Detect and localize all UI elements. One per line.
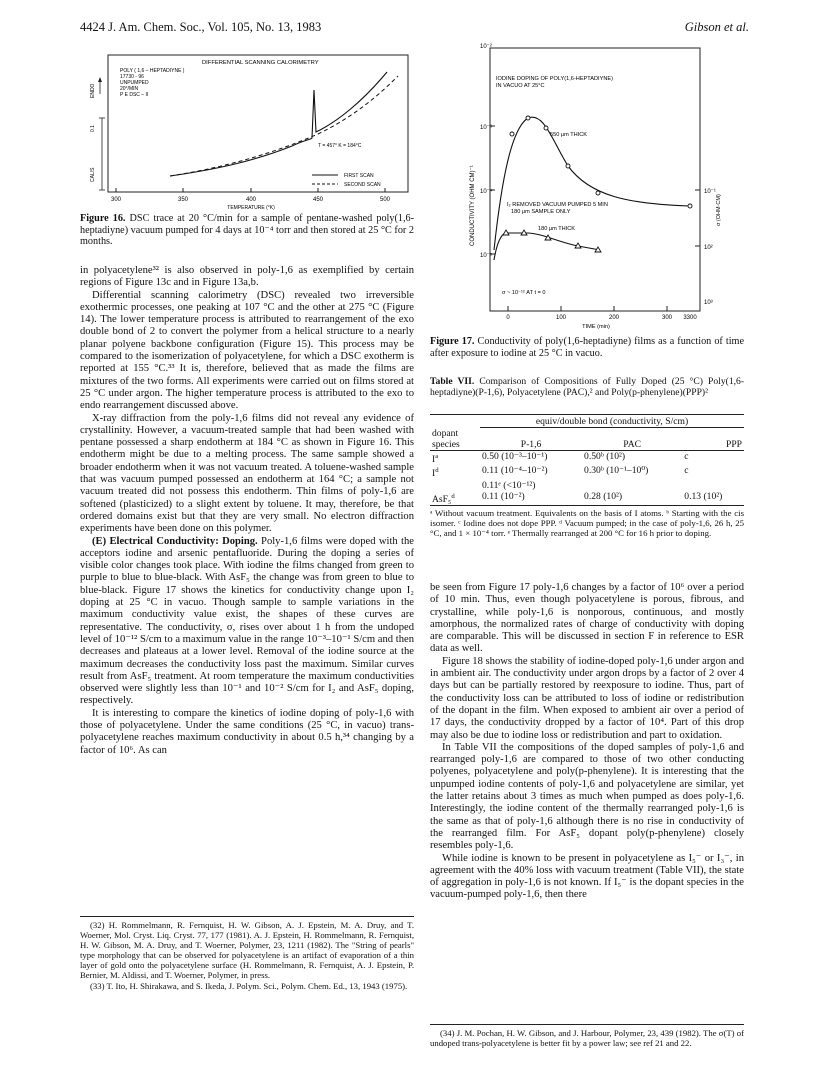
table7-cell: 0.50ᵇ (10²) [584,451,626,463]
fig17-y2tick-1: 10⁻¹ [704,189,716,195]
fig17-ytick-4: 10⁻⁵ [480,253,493,259]
table7-cell: I [432,468,436,480]
fig17-xtick-100: 100 [555,315,567,321]
fig16-sample-5: P E DSC – II [120,92,149,98]
table7-head-dopant: dopant [432,427,459,439]
table7-cell: 0.28 (10²) [584,490,623,502]
fig17-xtick-3300: 3300 [683,315,697,321]
fig16-sample-1: POLY ( 1,6 – HEPTADIYNE ) [120,68,185,74]
running-header-right: Gibson et al. [684,20,749,34]
table7-cell: 0.50 (10⁻³–10⁻¹) [482,451,548,463]
table7-cell: I [432,454,436,466]
fig16-scale-label: 0.1 [90,125,96,132]
fig17-ytick-2: 10⁻³ [480,125,492,131]
left-footnote-rule [80,916,414,917]
table7-head-ppp: PPP [725,438,742,450]
section-heading-electrical: (E) Electrical Conductivity: Doping. [92,535,258,547]
left-para-0: in polyacetylene³² is also observed in poly-1,6 as exemplified by certain regions of Figure 13c and in Figure 13a,b. [80,265,414,289]
running-header-left: 4424 J. Am. Chem. Soc., Vol. 105, No. 13, 1983 [80,20,322,34]
figure-16-caption [80,213,414,248]
fig16-peak-label: T = 457° K = 184°C [318,143,362,149]
fig16-unit-label: CAL/S [90,167,96,182]
fig17-label-removed-1: I₂ REMOVED VACUUM PUMPED 5 MIN [507,202,608,208]
figure-17-caption [430,336,744,359]
fig16-legend-second: SECOND SCAN [344,182,381,188]
right-para-1: Figure 18 shows the stability of iodine-doped poly-1,6 under argon and in ambient air. The conductivity under argon drops by a factor of 2 over 4 days but can be partially restored by reexposure to iodine. Thus, part of the conductivity loss can be attributed to loss of iodine or redistribution of the dopant in the film. When exposed to ambient air over a period of 17 days, the conductivity dropped by a factor of 10⁴. Part of this drop may also be due to iodine loss or redistribution and part to oxidation. [430,655,744,741]
fig17-y2label: σ (OHM·CM) [716,194,722,226]
fig16-second-scan-curve [170,76,398,176]
fig16-xtick-350: 350 [177,197,189,203]
fig17-xtick-300: 300 [661,315,673,321]
table7-cell-sup: d [451,492,455,500]
fig17-label-removed-2: 180 μm SAMPLE ONLY [511,209,571,215]
table7-title-text: Comparison of Compositions of Fully Doped (25 °C) Poly(1,6-heptadiyne)(P-1,6), Polyacetylene (PAC),² and Poly(p-phenylene)(PPP)² [430,376,745,398]
fig16-caption-text: DSC trace at 20 °C/min for a sample of pentane-washed poly(1,6-heptadiyne) vacuum pumped for 4 days at 10⁻⁴ torr and then stored at 25 °C for 2 months. [80,213,414,248]
table7-head-top: equiv/double bond (conductivity, S/cm) [480,416,744,428]
fig17-550um-curve [494,117,690,250]
fig17-label-180: 180 μm THICK [538,226,576,232]
fig17-caption-label: Figure 17. [430,336,475,347]
table7-cell-sup: a [435,453,439,461]
right-footnote-rule [430,1024,744,1025]
right-para-2: In Table VII the compositions of the doped samples of poly-1,6 and rearranged poly-1,6 are compared to those of two other conducting polyenes, polyacetylene and poly(p-phenylene). It is interesting that the unpumped iodine contents of poly-1,6 and polyacetylene are similar, yet the latter retains about 3 times as much when pumped as does poly-1,6. Interestingly, the iodine content of the thermally rearranged poly-1,6 is the same as that of poly-1,6 although there is no rise in conductivity of the rearranged film. For AsF₅ dopant poly(p-phenylene) closely resembles poly-1,6. [430,741,744,852]
fig17-ytick-1: 10⁻² [480,44,492,50]
table7-cell: 0.11 (10⁻⁴–10⁻²) [482,465,548,477]
table-7-title [430,376,744,398]
fig16-xtick-300: 300 [110,197,122,203]
fig16-xtick-500: 500 [379,197,391,203]
left-para-2: X-ray diffraction from the poly-1,6 films did not reveal any evidence of crystallinity. However, a vacuum-treated sample that had been washed with pentane possessed a sharp endotherm at 184 °C as shown in Figure 16. This endotherm might be due to a melting process. The same sample showed a broader endotherm when it was not vacuum treated. A toluene-washed sample that was vacuum pumped possessed an endotherm at 164 °C; a sample not vacuum treated did not possess this endotherm. Thin films of poly-1,6 are softened (plasticized) to a slight extent by toluene. It may, therefore, be that ordered domains exist but that they are very small. No electron diffraction experiments have been done on this polymer. [80,412,414,535]
table7-label: Table VII. [430,376,475,387]
table7-cell: 0.30ᵇ (10⁻¹–10⁰) [584,465,649,477]
fig17-label-t0: σ ~ 10⁻¹² AT t = 0 [502,290,546,296]
figure-17-plot [428,36,728,332]
fig17-caption-text: Conductivity of poly(1,6-heptadiyne) films as a function of time after exposure to iodine at 25 °C in vacuo. [430,336,744,359]
fig17-xtick-200: 200 [608,315,620,321]
fig16-caption-label: Figure 16. [80,213,126,224]
left-para-3-text: Poly-1,6 films were doped with the acceptors iodine and arsenic pentafluoride. During the doping a series of visible color changes took place. With iodine the films changed from green to purple to blue to blue-black. With AsF₅ the change was from green to blue to blue-black. Figure 17 shows the kinetics for conductivity change upon I₂ doping at 25 °C in vacuo. Though sample to sample variations in the maximum conductivity value exist, the shapes of these curves are representative. The conductivity, σ, rises over about 1 h from the undoped level of 10⁻¹² S/cm to a maximum value in the range 10⁻³–10⁻¹ S/cm and then decreases and plateaus at a lower level. Removal of the iodine source at the maximum decreases the conductivity loss past the maximum. Similar curves result from AsF₅ treatment. At room temperature the maximum conductivities observed were slightly less than 10⁻¹ and 10⁻² S/cm for I₂ and AsF₅ doping, respectively. [80,535,414,707]
table-row [430,451,744,466]
table7-cell [682,480,744,491]
left-footnotes [80,920,414,992]
fig17-xtick-0: 0 [506,315,510,321]
table7-cell-sup: d [435,467,439,475]
fig17-ylabel: CONDUCTIVITY (OHM CM)⁻¹ [470,165,476,246]
right-para-3: While iodine is known to be present in polyacetylene as I₅⁻ or I₃⁻, in agreement with the 40% loss with vacuum treatment (Table VII), the state of aggregation in poly-1,6 is not known. If I₅⁻ is the dopant species in the vacuum-pumped poly-1,6, then there [430,852,744,901]
fig17-ytick-3: 10⁻⁴ [480,189,493,195]
left-column-text [80,265,414,757]
table7-cell [430,480,480,491]
footnote-33: (33) T. Ito, H. Shirakawa, and S. Ikeda, J. Polym. Sci., Polym. Chem. Ed., 13, 1943 (1975). [90,981,408,991]
fig16-sample-2: 17730 - 96 [120,74,144,80]
table7-cell: 0.11 (10⁻²) [482,490,525,502]
fig16-xtick-400: 400 [245,197,257,203]
table7-cell: 0.11ᵉ (<10⁻¹²) [482,479,536,491]
fig17-y2tick-2: 10² [704,245,713,251]
table7-cell [582,480,682,491]
fig16-sample-4: 20°/MIN [120,86,139,92]
table7-cell: c [684,451,689,463]
table-row [430,491,744,506]
fig16-xlabel: TEMPERATURE (°K) [227,205,275,210]
table-row [430,465,744,479]
table7-head-p16: P-1,6 [520,438,542,450]
fig16-sample-3: UNPUMPED [120,80,149,86]
table7-head-species: species [432,438,460,450]
right-column-text [430,582,744,902]
table-7 [430,414,744,538]
table7-cell: AsF₅ [432,493,452,505]
fig16-endo-label: ENDO [90,83,96,98]
figure-16-plot [82,50,412,210]
table-row [430,480,744,491]
table7-footnote: ᵃ Without vacuum treatment. Equivalents on the basis of I atoms. ᵇ Starting with the cis isomer. ᶜ Iodine does not dope PPP. ᵈ Vacuum pumped; in the case of poly-1,6, 26 h, 25 °C, and 1 × 10⁻⁴ torr. ᵉ Thermally rearranged at 200 °C for 16 h prior to doping. [430,507,744,538]
table7-cell: 0.13 (10²) [684,490,723,502]
table7-cell: c [684,465,689,477]
fig17-title-1: IODINE DOPING OF POLY(1,6-HEPTADIYNE) [496,76,613,82]
table7-head-pac: PAC [623,438,642,450]
right-footnotes [430,1028,744,1049]
fig17-title-2: IN VACUO AT 25°C [496,83,545,89]
left-para-1: Differential scanning calorimetry (DSC) revealed two irreversible exothermic processes, one peaking at 107 °C and the other at 275 °C (Figure 14). The lower temperature process is attributed to rearrangement of the exo double bond of 2 to convert the polymer from a helical structure to a nearly planar polyene backbone configuration (Figure 15). This process may be compared to the isomerization of polyacetylene, for which a DSC exotherm is reported at 155 °C.³³ It is, therefore, believed that as made the films are mixtures of the two forms. All experiments were carried out on films stored at 25 °C under argon. The higher temperature process is attributed to the exo to endo rearrangement discussed above. [80,289,414,412]
fig16-xtick-450: 450 [312,197,324,203]
fig16-legend-first: FIRST SCAN [344,173,374,179]
footnote-34: (34) J. M. Pochan, H. W. Gibson, and J. Harbour, Polymer, 23, 439 (1982). The σ(T) of undoped trans-polyacetylene is better fit by a power law; see ref 21 and 22. [430,1028,744,1048]
right-para-0: be seen from Figure 17 poly-1,6 changes by a factor of 10⁶ over a period of 10 min. Thus, even though polyacetylene is porous, fibrous, and crystalline, while poly-1,6 is nonporous, continuous, and mostly amorphous, the normalized rates of charge of conductivity with doping are comparable. This will be discussed in section F in reference to ESR data as well. [430,582,744,655]
fig16-first-scan-curve [170,72,387,176]
left-para-4: It is interesting to compare the kinetics of iodine doping of poly-1,6 with those of polyacetylene. Under the same conditions (25 °C, in vacuo) trans-polyacetylene reaches maximum conductivity in about 0.5 h,³⁴ changing by a factor of 10⁶. As can [80,707,414,756]
left-para-3 [80,536,414,708]
fig17-y2tick-3: 10³ [704,300,713,306]
fig17-label-550: 550 μm THICK [550,132,588,138]
fig17-xlabel: TIME (min) [582,324,610,330]
footnote-32: (32) H. Rommelmann, R. Fernquist, H. W. Gibson, A. J. Epstein, M. A. Druy, and T. Woerner, Mol. Cryst. Liq. Cryst. 77, 177 (1981). A. J. Epstein, H. Rommelmann, R. Fernquist, H. W. Gibson, M. A. Druy, and T. Woerner, Polymer, 23, 1211 (1982). The "String of pearls" type morphology that can be observed for polyacetylene is an artifact of evaporation of a thin layer of gold onto the polyacetylene surface (H. Rommelmann, R. Fernquist, A. J. Epstein, P. Bernier, M. Aldissi, and T. Woerner, Polymer, in press. [80,920,414,980]
fig16-title: DIFFERENTIAL SCANNING CALORIMETRY [202,60,319,66]
